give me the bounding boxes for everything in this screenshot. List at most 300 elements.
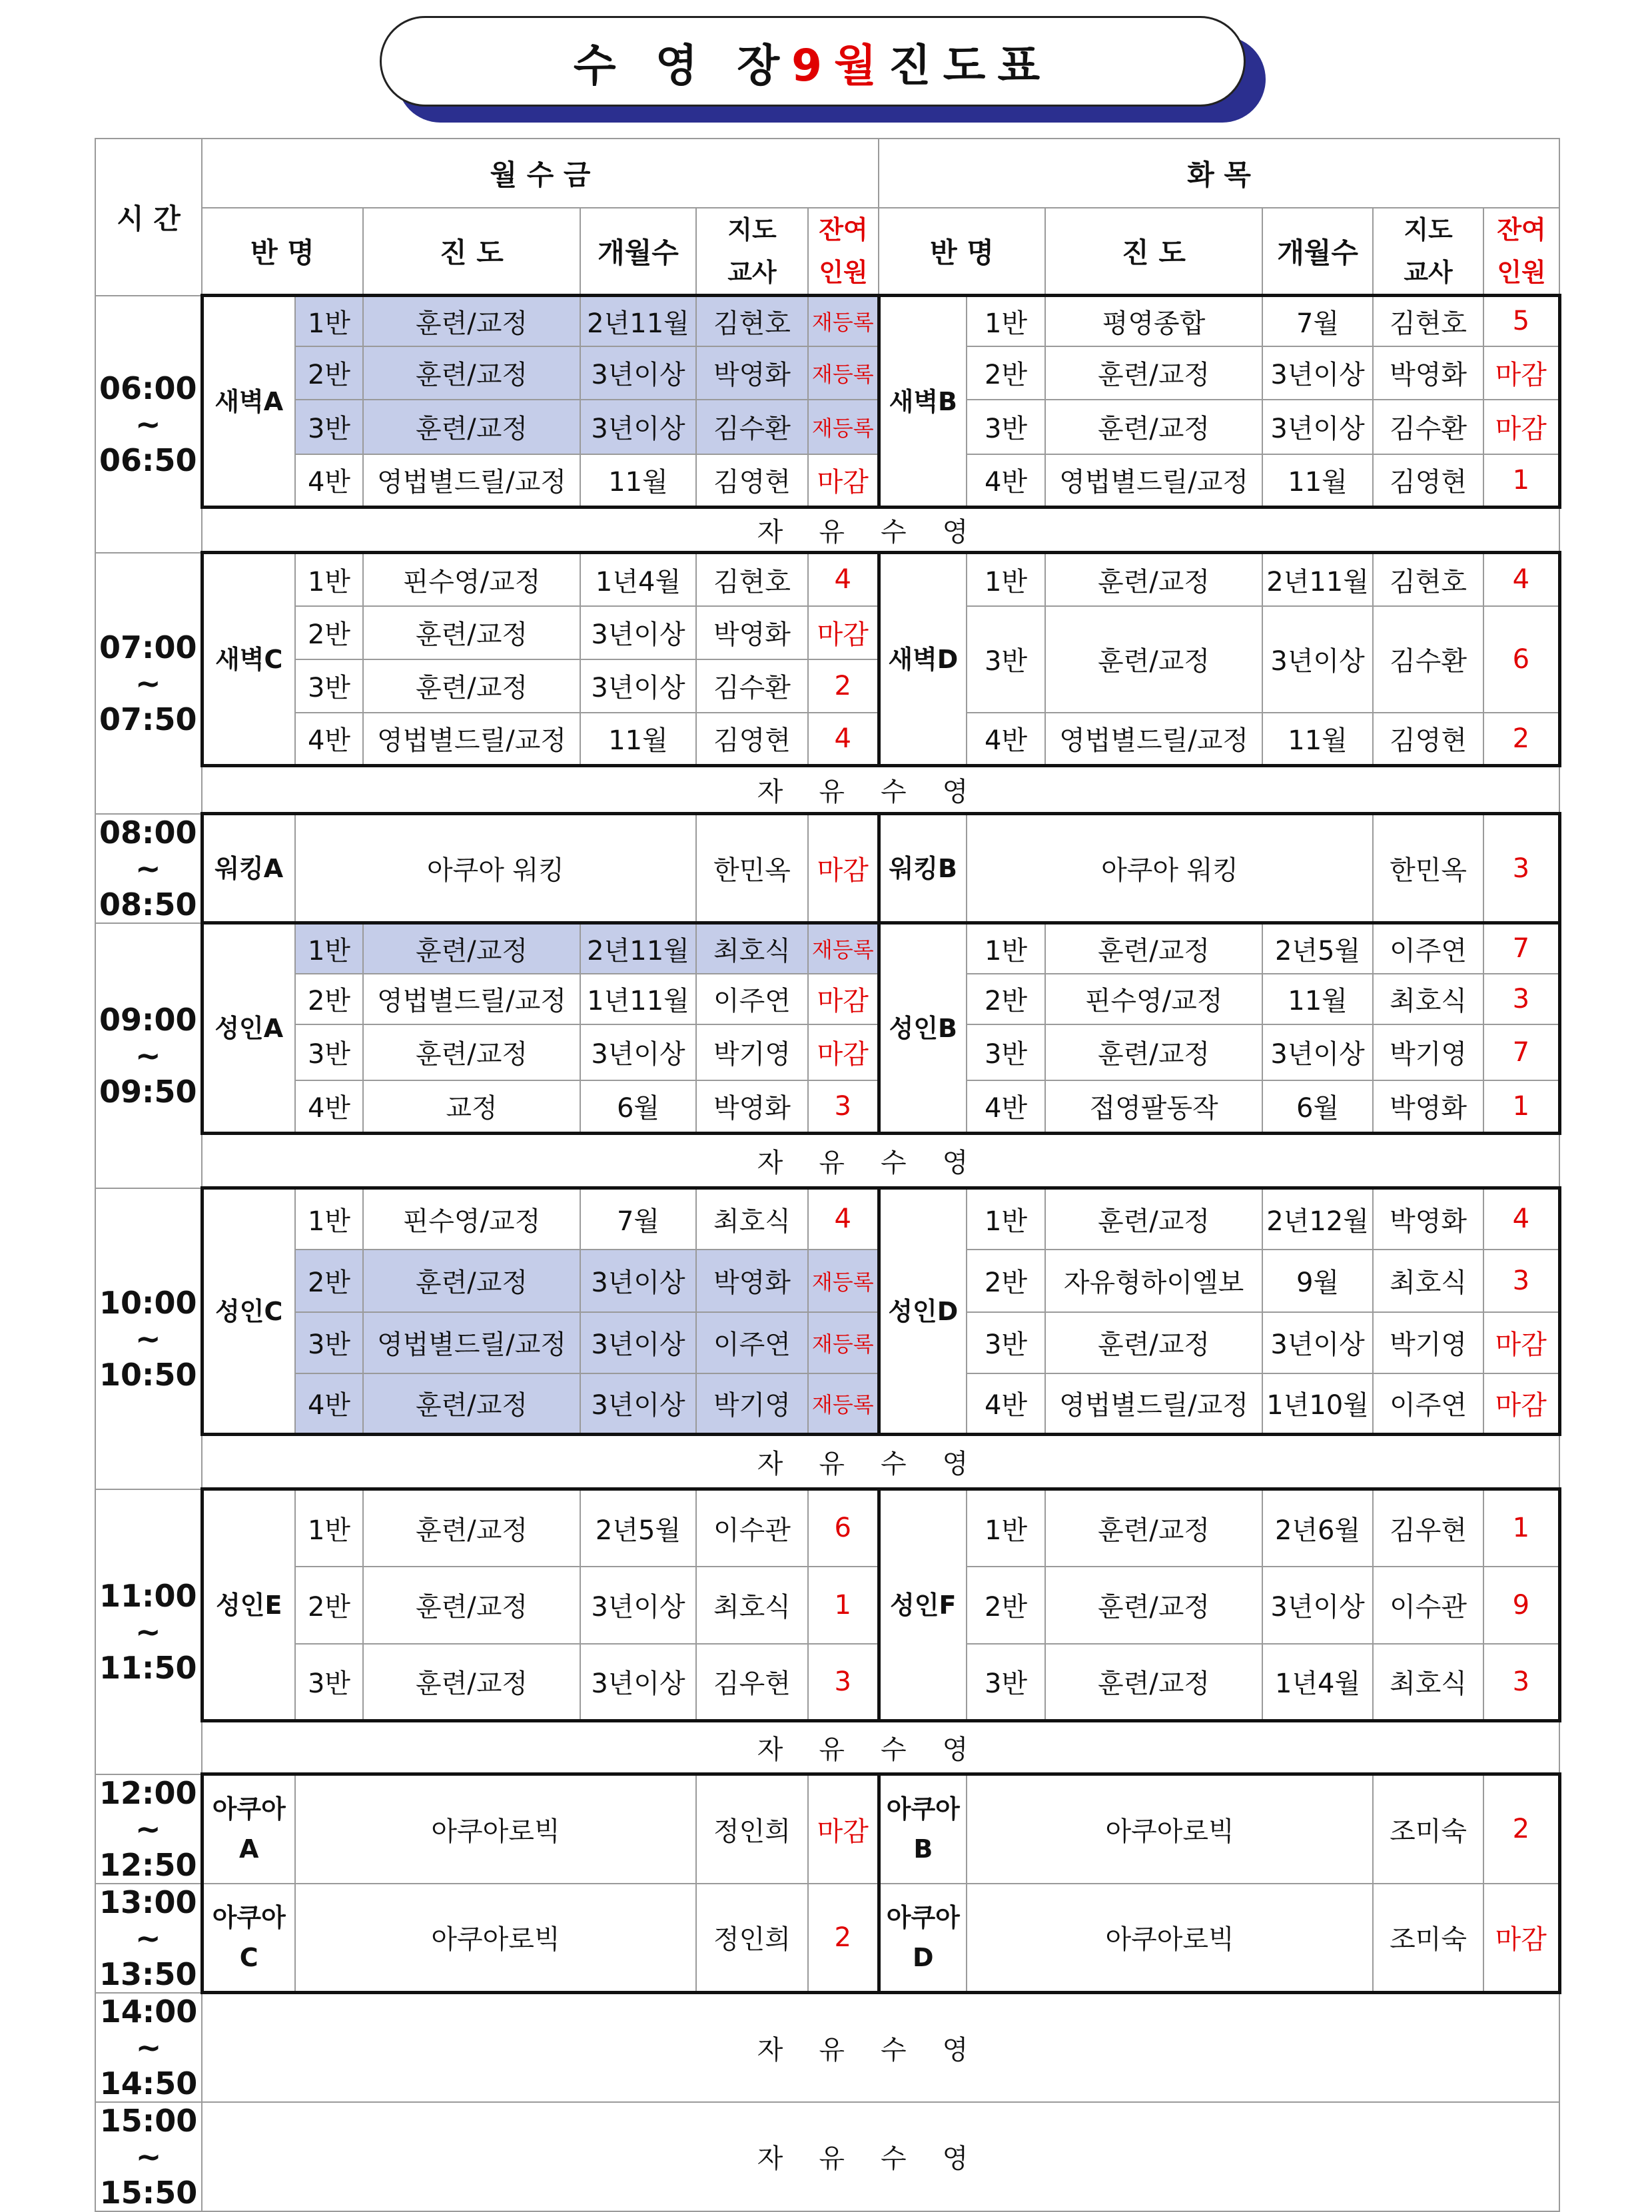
teacher-cell: 최호식 — [696, 1188, 808, 1250]
teacher-cell: 김영현 — [696, 454, 808, 508]
remain-cell: 마감 — [808, 974, 879, 1024]
class-name: 4반 — [967, 713, 1045, 766]
title-banner — [380, 16, 1266, 123]
remain-cell: 7 — [1483, 1024, 1559, 1080]
slot-end-time: 08:50 — [99, 886, 197, 922]
remain-cell: 3 — [1483, 1250, 1559, 1312]
months-cell: 3년이상 — [1262, 400, 1373, 454]
progress-cell: 훈련/교정 — [363, 296, 580, 346]
program-cell: 아쿠아로빅 — [295, 1884, 696, 1993]
teacher-cell: 김수환 — [1373, 606, 1483, 713]
group-name: 성인E — [202, 1489, 295, 1721]
months-cell: 2년11월 — [580, 296, 696, 346]
remain-cell: 4 — [1483, 553, 1559, 606]
remain-cell: 마감 — [808, 1774, 879, 1884]
teacher-cell: 정인희 — [696, 1884, 808, 1993]
group-name: 성인B — [879, 923, 967, 1134]
program-cell: 아쿠아 워킹 — [295, 814, 696, 923]
slot-end-time: 15:50 — [99, 2174, 198, 2211]
class-name: 1반 — [295, 553, 363, 606]
free-swim-row: 자유수영 — [202, 1134, 1559, 1188]
slot-separator: ~ — [135, 1920, 161, 1956]
remain-cell: 5 — [1483, 296, 1559, 346]
class-name: 4반 — [967, 1080, 1045, 1134]
teacher-cell: 박영화 — [696, 606, 808, 659]
months-cell: 3년이상 — [1262, 346, 1373, 400]
remain-cell: 2 — [1483, 1774, 1559, 1884]
progress-cell: 훈련/교정 — [1045, 346, 1262, 400]
teacher-cell: 이주연 — [1373, 1373, 1483, 1435]
class-name: 2반 — [967, 1567, 1045, 1644]
class-name: 4반 — [295, 1373, 363, 1435]
remain-cell: 재등록 — [808, 1312, 879, 1373]
months-cell: 3년이상 — [580, 1250, 696, 1312]
teacher-cell: 김현호 — [696, 553, 808, 606]
teacher-cell: 최호식 — [1373, 1250, 1483, 1312]
title-month: 9월 — [791, 39, 889, 91]
months-cell: 2년11월 — [1262, 553, 1373, 606]
progress-cell: 훈련/교정 — [363, 1567, 580, 1644]
months-cell: 6월 — [580, 1080, 696, 1134]
class-name: 1반 — [967, 296, 1045, 346]
remain-header-line1: 잔여 — [1497, 215, 1546, 244]
progress-cell: 접영팔동작 — [1045, 1080, 1262, 1134]
slot-end-time: 12:50 — [99, 1846, 197, 1883]
months-cell: 3년이상 — [580, 1312, 696, 1373]
teacher-cell: 한민옥 — [1373, 814, 1483, 923]
progress-cell: 훈련/교정 — [363, 346, 580, 400]
remain-cell: 3 — [808, 1080, 879, 1134]
remain-cell: 3 — [1483, 1644, 1559, 1721]
remain-cell: 마감 — [808, 606, 879, 659]
class-name: 4반 — [967, 1373, 1045, 1435]
teacher-cell: 김현호 — [1373, 553, 1483, 606]
free-swim-row: 자유수영 — [202, 1435, 1559, 1489]
group-name: 새벽C — [202, 553, 295, 766]
class-name: 2반 — [295, 1250, 363, 1312]
progress-cell: 교정 — [363, 1080, 580, 1134]
teacher-cell: 박영화 — [1373, 346, 1483, 400]
remain-cell: 3 — [1483, 974, 1559, 1024]
teacher-cell: 김영현 — [1373, 454, 1483, 508]
progress-cell: 영법별드릴/교정 — [1045, 713, 1262, 766]
remain-header-line2: 인원 — [819, 258, 868, 287]
months-header: 개월수 — [580, 208, 696, 296]
group-line2: C — [239, 1942, 258, 1972]
class-name: 2반 — [295, 974, 363, 1024]
teacher-cell: 박영화 — [696, 346, 808, 400]
free-swim-row: 자유수영 — [202, 766, 1559, 814]
teacher-header-line1: 지도 — [727, 215, 777, 244]
slot-separator: ~ — [135, 1613, 161, 1650]
group-line1: 아쿠아 — [886, 1794, 960, 1824]
time-slot — [95, 814, 202, 923]
slot-end-time: 09:50 — [99, 1073, 197, 1110]
page-title — [380, 16, 1246, 107]
time-slot — [95, 1188, 202, 1489]
class-header: 반 명 — [879, 208, 1045, 296]
remain-cell: 1 — [808, 1567, 879, 1644]
remain-cell: 마감 — [808, 1024, 879, 1080]
teacher-cell: 조미숙 — [1373, 1774, 1483, 1884]
title-prefix: 수 영 장 — [573, 39, 792, 91]
remain-cell: 마감 — [1483, 400, 1559, 454]
class-name: 3반 — [295, 400, 363, 454]
slot-end-time: 10:50 — [99, 1356, 197, 1393]
teacher-cell: 조미숙 — [1373, 1884, 1483, 1993]
time-slot — [95, 553, 202, 814]
months-cell: 11월 — [580, 713, 696, 766]
remain-cell: 4 — [1483, 1188, 1559, 1250]
teacher-header-line2: 교사 — [727, 258, 777, 287]
class-name: 4반 — [295, 454, 363, 508]
teacher-cell: 한민옥 — [696, 814, 808, 923]
remain-cell: 4 — [808, 713, 879, 766]
group-line2: B — [913, 1834, 933, 1864]
progress-cell: 핀수영/교정 — [363, 553, 580, 606]
slot-separator: ~ — [135, 2029, 162, 2065]
remain-cell: 4 — [808, 1188, 879, 1250]
months-cell: 6월 — [1262, 1080, 1373, 1134]
remain-cell: 재등록 — [808, 296, 879, 346]
teacher-cell: 김우현 — [1373, 1489, 1483, 1567]
progress-header: 진 도 — [363, 208, 580, 296]
teacher-cell: 박기영 — [696, 1373, 808, 1435]
progress-cell: 훈련/교정 — [1045, 1644, 1262, 1721]
remain-cell: 6 — [808, 1489, 879, 1567]
slot-end-time: 06:50 — [99, 442, 197, 478]
slot-start-time: 15:00 — [99, 2102, 198, 2139]
progress-cell: 훈련/교정 — [1045, 1489, 1262, 1567]
progress-cell: 훈련/교정 — [363, 1489, 580, 1567]
teacher-cell: 최호식 — [1373, 974, 1483, 1024]
progress-cell: 자유형하이엘보 — [1045, 1250, 1262, 1312]
progress-cell: 훈련/교정 — [1045, 400, 1262, 454]
progress-cell: 훈련/교정 — [363, 1644, 580, 1721]
class-name: 4반 — [295, 1080, 363, 1134]
class-name: 1반 — [967, 1188, 1045, 1250]
progress-cell: 영법별드릴/교정 — [363, 454, 580, 508]
teacher-cell: 김수환 — [1373, 400, 1483, 454]
class-name: 2반 — [295, 606, 363, 659]
progress-cell: 훈련/교정 — [363, 606, 580, 659]
teacher-cell: 최호식 — [1373, 1644, 1483, 1721]
remain-cell: 6 — [1483, 606, 1559, 713]
class-name: 2반 — [295, 346, 363, 400]
free-swim-row: 자유수영 — [202, 508, 1559, 553]
months-cell: 1년4월 — [580, 553, 696, 606]
months-cell: 2년6월 — [1262, 1489, 1373, 1567]
teacher-header — [696, 208, 808, 296]
slot-end-time: 07:50 — [99, 701, 197, 737]
slot-start-time: 13:00 — [99, 1884, 197, 1920]
class-name: 3반 — [967, 1024, 1045, 1080]
months-cell: 9월 — [1262, 1250, 1373, 1312]
slot-separator: ~ — [135, 1810, 161, 1847]
months-cell: 11월 — [580, 454, 696, 508]
progress-cell: 핀수영/교정 — [363, 1188, 580, 1250]
progress-cell: 핀수영/교정 — [1045, 974, 1262, 1024]
slot-start-time: 14:00 — [99, 1993, 198, 2029]
class-name: 2반 — [967, 1250, 1045, 1312]
months-cell: 3년이상 — [580, 1567, 696, 1644]
class-name: 4반 — [295, 713, 363, 766]
class-name: 1반 — [295, 296, 363, 346]
teacher-cell: 김현호 — [1373, 296, 1483, 346]
group-line1: 아쿠아 — [212, 1794, 286, 1824]
progress-cell: 영법별드릴/교정 — [1045, 454, 1262, 508]
slot-separator: ~ — [135, 2138, 162, 2175]
teacher-cell: 박영화 — [1373, 1188, 1483, 1250]
months-cell: 7월 — [1262, 296, 1373, 346]
time-slot — [95, 2102, 202, 2211]
class-name: 4반 — [967, 454, 1045, 508]
progress-cell: 훈련/교정 — [1045, 1312, 1262, 1373]
days-header-mwf: 월 수 금 — [202, 139, 879, 208]
progress-cell: 훈련/교정 — [1045, 1024, 1262, 1080]
slot-start-time: 08:00 — [99, 814, 197, 851]
time-slot — [95, 1884, 202, 1993]
remain-cell: 재등록 — [808, 400, 879, 454]
group-line2: D — [913, 1942, 934, 1972]
teacher-cell: 정인희 — [696, 1774, 808, 1884]
teacher-cell: 박영화 — [696, 1080, 808, 1134]
months-cell: 3년이상 — [1262, 1567, 1373, 1644]
group-name: 성인F — [879, 1489, 967, 1721]
class-name: 2반 — [967, 974, 1045, 1024]
class-name: 1반 — [295, 1489, 363, 1567]
class-name: 3반 — [295, 1024, 363, 1080]
slot-start-time: 07:00 — [99, 629, 197, 665]
teacher-cell: 박기영 — [1373, 1024, 1483, 1080]
slot-separator: ~ — [135, 1037, 161, 1074]
months-cell: 1년10월 — [1262, 1373, 1373, 1435]
group-name: 성인D — [879, 1188, 967, 1435]
remain-header — [1483, 208, 1559, 296]
slot-end-time: 14:50 — [99, 2065, 198, 2101]
months-cell: 3년이상 — [580, 400, 696, 454]
teacher-cell: 박영화 — [1373, 1080, 1483, 1134]
months-cell: 11월 — [1262, 974, 1373, 1024]
time-header: 시 간 — [95, 139, 202, 296]
months-cell: 3년이상 — [580, 1024, 696, 1080]
time-slot — [95, 1993, 202, 2102]
progress-cell: 훈련/교정 — [363, 1024, 580, 1080]
remain-header-line1: 잔여 — [819, 215, 868, 244]
months-cell: 3년이상 — [580, 606, 696, 659]
title-suffix: 진도표 — [888, 39, 1052, 91]
progress-cell: 훈련/교정 — [1045, 1188, 1262, 1250]
remain-cell: 마감 — [1483, 1373, 1559, 1435]
months-cell: 3년이상 — [580, 1373, 696, 1435]
months-cell: 3년이상 — [580, 346, 696, 400]
months-cell: 1년4월 — [1262, 1644, 1373, 1721]
months-cell: 3년이상 — [1262, 606, 1373, 713]
group-name — [879, 1774, 967, 1884]
teacher-cell: 박영화 — [696, 1250, 808, 1312]
group-name: 새벽D — [879, 553, 967, 766]
months-cell: 3년이상 — [1262, 1024, 1373, 1080]
progress-cell: 영법별드릴/교정 — [1045, 1373, 1262, 1435]
teacher-cell: 이주연 — [696, 1312, 808, 1373]
time-slot — [95, 1774, 202, 1884]
months-cell: 1년11월 — [580, 974, 696, 1024]
class-name: 3반 — [967, 400, 1045, 454]
months-cell: 2년5월 — [580, 1489, 696, 1567]
progress-cell: 훈련/교정 — [1045, 553, 1262, 606]
remain-cell: 마감 — [1483, 346, 1559, 400]
teacher-cell: 김영현 — [696, 713, 808, 766]
class-name: 1반 — [295, 1188, 363, 1250]
slot-separator: ~ — [135, 850, 161, 887]
remain-cell: 재등록 — [808, 1373, 879, 1435]
remain-cell: 2 — [808, 659, 879, 713]
remain-header — [808, 208, 879, 296]
group-line1: 아쿠아 — [886, 1902, 960, 1932]
months-cell: 2년12월 — [1262, 1188, 1373, 1250]
progress-cell: 훈련/교정 — [1045, 606, 1262, 713]
days-header-tt: 화 목 — [879, 139, 1559, 208]
months-cell: 11월 — [1262, 454, 1373, 508]
group-name: 성인C — [202, 1188, 295, 1435]
teacher-cell: 김우현 — [696, 1644, 808, 1721]
free-swim-row: 자유수영 — [202, 1721, 1559, 1774]
progress-cell: 훈련/교정 — [1045, 923, 1262, 974]
remain-cell: 3 — [808, 1644, 879, 1721]
remain-cell: 마감 — [808, 814, 879, 923]
class-name: 3반 — [967, 606, 1045, 713]
slot-separator: ~ — [135, 1320, 161, 1357]
class-name: 3반 — [967, 1312, 1045, 1373]
class-header: 반 명 — [202, 208, 363, 296]
progress-cell: 훈련/교정 — [363, 659, 580, 713]
class-name: 2반 — [295, 1567, 363, 1644]
class-name: 3반 — [295, 1312, 363, 1373]
program-cell: 아쿠아로빅 — [967, 1774, 1373, 1884]
months-cell: 3년이상 — [580, 659, 696, 713]
class-name: 1반 — [967, 923, 1045, 974]
remain-cell: 마감 — [1483, 1312, 1559, 1373]
progress-header: 진 도 — [1045, 208, 1262, 296]
group-name — [202, 1884, 295, 1993]
class-name: 1반 — [967, 553, 1045, 606]
program-cell: 아쿠아로빅 — [295, 1774, 696, 1884]
remain-cell: 재등록 — [808, 1250, 879, 1312]
remain-cell: 마감 — [808, 454, 879, 508]
teacher-header-line1: 지도 — [1404, 215, 1453, 244]
teacher-cell: 김수환 — [696, 400, 808, 454]
remain-header-line2: 인원 — [1497, 258, 1546, 287]
progress-cell: 영법별드릴/교정 — [363, 974, 580, 1024]
program-cell: 아쿠아로빅 — [967, 1884, 1373, 1993]
remain-cell: 7 — [1483, 923, 1559, 974]
slot-start-time: 10:00 — [99, 1284, 197, 1321]
teacher-cell: 이수관 — [1373, 1567, 1483, 1644]
teacher-cell: 최호식 — [696, 923, 808, 974]
progress-cell: 훈련/교정 — [363, 400, 580, 454]
free-swim-row: 자유수영 — [202, 2102, 1559, 2211]
slot-separator: ~ — [135, 665, 161, 701]
remain-cell: 1 — [1483, 454, 1559, 508]
time-slot — [95, 296, 202, 553]
slot-start-time: 06:00 — [99, 370, 197, 406]
teacher-cell: 박기영 — [1373, 1312, 1483, 1373]
months-header: 개월수 — [1262, 208, 1373, 296]
months-cell: 3년이상 — [1262, 1312, 1373, 1373]
group-name: 워킹A — [202, 814, 295, 923]
group-name — [202, 1774, 295, 1884]
remain-cell: 3 — [1483, 814, 1559, 923]
free-swim-row: 자유수영 — [202, 1993, 1559, 2102]
slot-end-time: 13:50 — [99, 1956, 197, 1992]
group-name: 새벽A — [202, 296, 295, 508]
teacher-cell: 이주연 — [696, 974, 808, 1024]
teacher-cell: 최호식 — [696, 1567, 808, 1644]
teacher-cell: 이수관 — [696, 1489, 808, 1567]
remain-cell: 재등록 — [808, 923, 879, 974]
group-name: 워킹B — [879, 814, 967, 923]
slot-end-time: 11:50 — [99, 1649, 197, 1686]
teacher-header-line2: 교사 — [1404, 258, 1453, 287]
slot-start-time: 09:00 — [99, 1001, 197, 1038]
progress-cell: 영법별드릴/교정 — [363, 1312, 580, 1373]
class-name: 3반 — [295, 659, 363, 713]
remain-cell: 2 — [1483, 713, 1559, 766]
time-slot — [95, 923, 202, 1188]
remain-cell: 재등록 — [808, 346, 879, 400]
remain-cell: 4 — [808, 553, 879, 606]
group-line2: A — [239, 1834, 259, 1864]
months-cell: 11월 — [1262, 713, 1373, 766]
teacher-cell: 박기영 — [696, 1024, 808, 1080]
progress-cell: 평영종합 — [1045, 296, 1262, 346]
class-name: 2반 — [967, 346, 1045, 400]
teacher-header — [1373, 208, 1483, 296]
months-cell: 7월 — [580, 1188, 696, 1250]
teacher-cell: 김영현 — [1373, 713, 1483, 766]
slot-start-time: 11:00 — [99, 1577, 197, 1614]
slot-start-time: 12:00 — [99, 1774, 197, 1811]
progress-cell: 훈련/교정 — [363, 1250, 580, 1312]
months-cell: 2년5월 — [1262, 923, 1373, 974]
progress-cell: 훈련/교정 — [363, 1373, 580, 1435]
class-name: 1반 — [967, 1489, 1045, 1567]
slot-separator: ~ — [135, 406, 161, 442]
group-name: 성인A — [202, 923, 295, 1134]
months-cell: 2년11월 — [580, 923, 696, 974]
remain-cell: 2 — [808, 1884, 879, 1993]
remain-cell: 1 — [1483, 1080, 1559, 1134]
remain-cell: 마감 — [1483, 1884, 1559, 1993]
remain-cell: 1 — [1483, 1489, 1559, 1567]
class-name: 3반 — [295, 1644, 363, 1721]
program-cell: 아쿠아 워킹 — [967, 814, 1373, 923]
teacher-cell: 김현호 — [696, 296, 808, 346]
class-name: 3반 — [967, 1644, 1045, 1721]
class-name: 1반 — [295, 923, 363, 974]
group-name — [879, 1884, 967, 1993]
group-name: 새벽B — [879, 296, 967, 508]
progress-cell: 훈련/교정 — [363, 923, 580, 974]
time-slot — [95, 1489, 202, 1774]
schedule-table — [95, 138, 1561, 2212]
months-cell: 3년이상 — [580, 1644, 696, 1721]
teacher-cell: 이주연 — [1373, 923, 1483, 974]
remain-cell: 9 — [1483, 1567, 1559, 1644]
progress-cell: 영법별드릴/교정 — [363, 713, 580, 766]
progress-cell: 훈련/교정 — [1045, 1567, 1262, 1644]
teacher-cell: 김수환 — [696, 659, 808, 713]
